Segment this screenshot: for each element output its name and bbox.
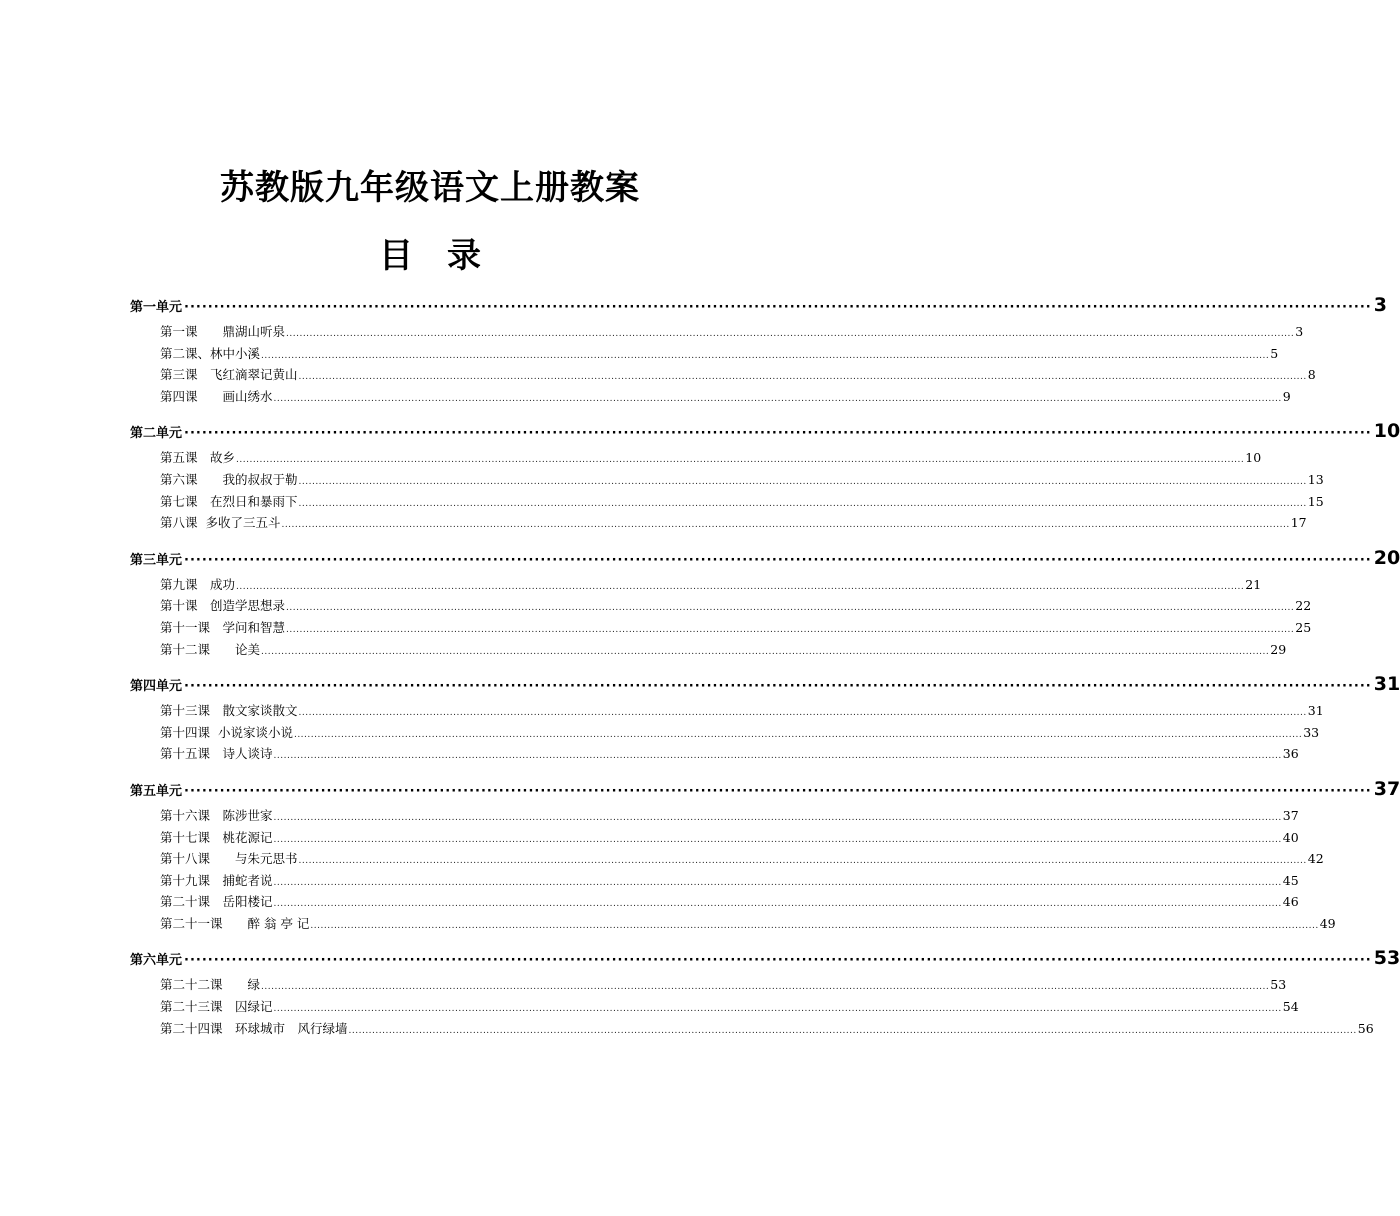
toc-lesson-entry[interactable]	[130, 744, 1299, 766]
lesson-page-number: 5	[1270, 345, 1279, 361]
dot-leader: ............................................................................................................................................................................................................................................................................................................	[273, 812, 1282, 823]
lesson-title: 第二十二课 绿	[160, 977, 261, 993]
toc-unit-group	[130, 294, 1387, 408]
toc-lesson-entry[interactable]	[130, 892, 1299, 914]
dot-leader: ............................................................................................................................................................................................................................................................................................................	[273, 834, 1282, 845]
toc-lesson-entry[interactable]	[130, 470, 1324, 492]
unit-title: 第六单元	[130, 953, 183, 969]
lesson-page-number: 46	[1282, 894, 1299, 910]
lesson-page-number: 10	[1245, 450, 1262, 466]
lesson-title: 第三课 飞红滴翠记黄山	[160, 367, 298, 383]
toc-lesson-entry[interactable]	[130, 513, 1307, 535]
lesson-page-number: 17	[1290, 515, 1307, 531]
toc-heading: 目 录	[379, 236, 481, 276]
dot-leader: ········································································································································································································	[184, 783, 1372, 799]
dot-leader: ............................................................................................................................................................................................................................................................................................................	[236, 455, 1245, 466]
lesson-page-number: 13	[1307, 471, 1324, 487]
lesson-title: 第十九课 捕蛇者说	[160, 872, 273, 888]
lesson-title: 第四课 画山绣水	[160, 388, 273, 404]
toc-unit-entry[interactable]	[130, 673, 1400, 701]
lesson-title: 第七课 在烈日和暴雨下	[160, 493, 298, 509]
dot-leader: ............................................................................................................................................................................................................................................................................................................	[310, 920, 1319, 931]
toc-lesson-entry[interactable]	[130, 365, 1316, 387]
lesson-page-number: 31	[1307, 703, 1324, 719]
lesson-page-number: 42	[1307, 851, 1324, 867]
dot-leader: ............................................................................................................................................................................................................................................................................................................	[261, 982, 1270, 993]
lesson-title: 第十八课 与朱元思书	[160, 851, 298, 867]
lesson-title: 第十课 创造学思想录	[160, 598, 286, 614]
dot-leader: ............................................................................................................................................................................................................................................................................................................	[298, 372, 1307, 383]
dot-leader: ............................................................................................................................................................................................................................................................................................................	[298, 476, 1307, 487]
toc-lesson-entry[interactable]	[130, 997, 1299, 1019]
lesson-title: 第二十三课 囚绿记	[160, 999, 273, 1015]
dot-leader: ········································································································································································································	[184, 679, 1372, 695]
unit-title: 第五单元	[130, 783, 183, 799]
toc-lesson-entry[interactable]	[130, 322, 1304, 344]
dot-leader: ............................................................................................................................................................................................................................................................................................................	[273, 899, 1282, 910]
lesson-title: 第二十课 岳阳楼记	[160, 894, 273, 910]
toc-lesson-entry[interactable]	[130, 701, 1324, 723]
dot-leader: ········································································································································································································	[184, 953, 1372, 969]
lesson-title: 第六课 我的叔叔于勒	[160, 471, 298, 487]
toc-lesson-entry[interactable]	[130, 618, 1312, 640]
dot-leader: ............................................................................................................................................................................................................................................................................................................	[273, 877, 1282, 888]
lesson-page-number: 36	[1282, 746, 1299, 762]
lesson-page-number: 3	[1295, 324, 1304, 339]
unit-page-number: 31	[1373, 673, 1400, 696]
toc-lesson-entry[interactable]	[130, 723, 1320, 745]
lesson-title: 第八课 多收了三五斗	[160, 515, 281, 531]
dot-leader: ............................................................................................................................................................................................................................................................................................................	[261, 350, 1270, 361]
toc-lesson-entry[interactable]	[130, 828, 1299, 850]
lesson-title: 第二十一课 醉 翁 亭 记	[160, 915, 310, 931]
toc-lesson-entry[interactable]	[130, 596, 1312, 618]
lesson-page-number: 53	[1270, 977, 1287, 993]
lesson-page-number: 25	[1295, 619, 1312, 635]
dot-leader: ········································································································································································································	[184, 426, 1372, 442]
lesson-title: 第十七课 桃花源记	[160, 829, 273, 845]
lesson-page-number: 15	[1307, 493, 1324, 509]
dot-leader: ............................................................................................................................................................................................................................................................................................................	[236, 581, 1245, 592]
dot-leader: ............................................................................................................................................................................................................................................................................................................	[273, 1004, 1282, 1015]
lesson-page-number: 40	[1282, 829, 1299, 845]
unit-page-number: 10	[1373, 420, 1400, 443]
unit-page-number: 53	[1373, 947, 1400, 970]
dot-leader: ········································································································································································································	[184, 552, 1372, 568]
lesson-title: 第一课 鼎湖山听泉	[160, 324, 286, 339]
lesson-page-number: 22	[1295, 598, 1312, 614]
lesson-title: 第十三课 散文家谈散文	[160, 703, 298, 719]
toc-lesson-entry[interactable]	[130, 640, 1287, 662]
lesson-title: 第十五课 诗人谈诗	[160, 746, 273, 762]
toc-unit-entry[interactable]	[130, 546, 1400, 575]
lesson-page-number: 9	[1282, 388, 1291, 404]
toc-lesson-entry[interactable]	[130, 806, 1299, 828]
lesson-page-number: 33	[1303, 724, 1320, 740]
lesson-page-number: 8	[1307, 367, 1316, 383]
dot-leader: ............................................................................................................................................................................................................................................................................................................	[348, 1025, 1357, 1036]
dot-leader: ............................................................................................................................................................................................................................................................................................................	[286, 329, 1295, 339]
lesson-page-number: 56	[1357, 1020, 1374, 1036]
dot-leader: ............................................................................................................................................................................................................................................................................................................	[273, 393, 1282, 404]
toc-lesson-entry[interactable]	[130, 975, 1287, 997]
unit-title: 第四单元	[130, 679, 183, 695]
dot-leader: ............................................................................................................................................................................................................................................................................................................	[298, 498, 1307, 509]
toc-lesson-entry[interactable]	[130, 387, 1291, 409]
lesson-page-number: 45	[1282, 872, 1299, 888]
toc-unit-group	[130, 947, 1400, 1040]
dot-leader: ............................................................................................................................................................................................................................................................................................................	[286, 603, 1295, 614]
lesson-title: 第十四课 小说家谈小说	[160, 724, 293, 740]
dot-leader: ............................................................................................................................................................................................................................................................................................................	[281, 520, 1290, 531]
toc-lesson-entry[interactable]	[130, 492, 1324, 514]
toc-unit-entry[interactable]	[130, 294, 1387, 322]
toc-unit-entry[interactable]	[130, 777, 1400, 806]
unit-title: 第二单元	[130, 426, 183, 442]
lesson-page-number: 49	[1319, 915, 1336, 931]
dot-leader: ............................................................................................................................................................................................................................................................................................................	[286, 624, 1295, 635]
dot-leader: ............................................................................................................................................................................................................................................................................................................	[273, 751, 1282, 762]
toc-unit-group	[130, 546, 1400, 661]
lesson-page-number: 29	[1270, 641, 1287, 657]
toc-unit-entry[interactable]	[130, 420, 1400, 448]
dot-leader: ............................................................................................................................................................................................................................................................................................................	[298, 708, 1307, 719]
lesson-title: 第九课 成功	[160, 576, 236, 592]
toc-unit-group	[130, 673, 1400, 766]
lesson-page-number: 54	[1282, 999, 1299, 1015]
toc-lesson-entry[interactable]	[130, 914, 1336, 936]
dot-leader: ............................................................................................................................................................................................................................................................................................................	[261, 646, 1270, 657]
dot-leader: ............................................................................................................................................................................................................................................................................................................	[298, 856, 1307, 867]
lesson-page-number: 37	[1282, 807, 1299, 823]
dot-leader: ............................................................................................................................................................................................................................................................................................................	[293, 729, 1303, 740]
toc-lesson-entry[interactable]	[130, 849, 1324, 871]
toc-unit-group	[130, 777, 1400, 936]
lesson-page-number: 21	[1245, 576, 1262, 592]
toc-lesson-entry[interactable]	[130, 575, 1262, 597]
lesson-title: 第十一课 学问和智慧	[160, 619, 286, 635]
unit-page-number: 37	[1373, 777, 1400, 800]
table-of-contents	[130, 294, 1400, 1052]
unit-page-number: 20	[1373, 546, 1400, 569]
toc-unit-entry[interactable]	[130, 947, 1400, 975]
lesson-title: 第二课、林中小溪	[160, 345, 261, 361]
lesson-title: 第十六课 陈涉世家	[160, 807, 273, 823]
lesson-title: 第五课 故乡	[160, 450, 236, 466]
toc-lesson-entry[interactable]	[130, 344, 1279, 366]
lesson-title: 第十二课 论美	[160, 641, 261, 657]
unit-title: 第一单元	[130, 300, 183, 315]
toc-unit-group	[130, 420, 1400, 534]
unit-page-number: 3	[1373, 294, 1387, 316]
toc-lesson-entry[interactable]	[130, 871, 1299, 893]
toc-lesson-entry[interactable]	[130, 1019, 1374, 1041]
lesson-title: 第二十四课 环球城市 风行绿墙	[160, 1020, 348, 1036]
toc-lesson-entry[interactable]	[130, 448, 1262, 470]
unit-title: 第三单元	[130, 552, 183, 568]
dot-leader: ········································································································································································································	[184, 300, 1372, 315]
document-title: 苏教版九年级语文上册教案	[220, 168, 640, 208]
